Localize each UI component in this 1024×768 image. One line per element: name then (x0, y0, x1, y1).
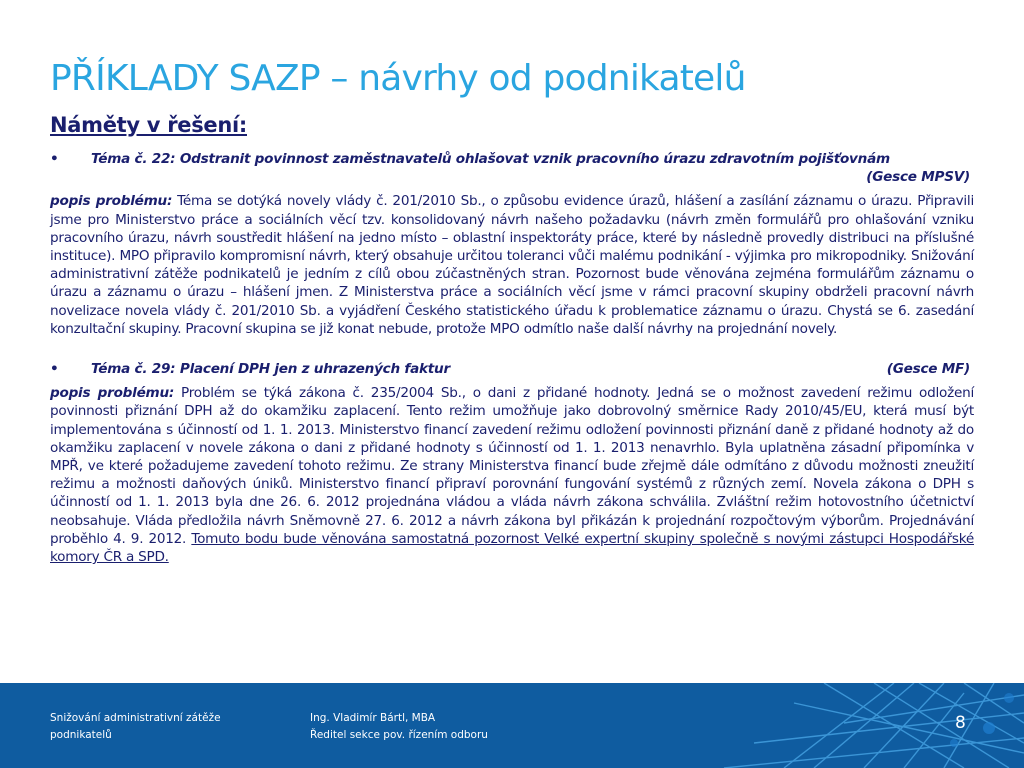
footer-topic-line2: podnikatelů (50, 729, 112, 741)
footer-author-name: Ing. Vladimír Bártl, MBA (310, 712, 436, 724)
topic-29-title: Téma č. 29: Placení DPH jen z uhrazených faktur (91, 361, 450, 378)
topic-29-description (50, 384, 974, 566)
slide-title: PŘÍKLADY SAZP – návrhy od podnikatelů (50, 58, 746, 99)
topic-29-heading (50, 360, 974, 378)
topic-22-gesce: (Gesce MPSV) (866, 169, 970, 186)
topic-22-description (50, 192, 974, 338)
footer-author (310, 710, 570, 744)
footer-author-role: Ředitel sekce pov. řízením odboru (310, 729, 488, 741)
page-number: 8 (955, 713, 966, 733)
footer-topic (50, 710, 270, 744)
topic-29-text: Problém se týká zákona č. 235/2004 Sb., o dani z přidané hodnoty. Jedná se o možnost zavedení režimu odložení povinnosti přiznání DPH až do okamžiku zaplacení. Tento režim umožňuje jako dobrovolný směrnice Rady 2010/45/EU, která musí být implementována s účinností od 1. 1. 2013. Ministerstvo financí zavedení režimu odložení povinnosti přiznání daně z přidané hodnoty až do okamžiku zaplacení v novele zákona o dani z přidané hodnoty s účinností od 1. 1. 2013 nenavrhlo. Byla uplatněna zásadní připomínka v MPŘ, ve které požadujeme zavedení tohoto režimu. Ze strany Ministerstva financí bude zřejmě dále odmítáno z důvodu možnosti zneužití režimu a možnosti daňových úniků. Ministerstvo financí připraví porovnání fungování systémů z různých zemí. Novela zákona o DPH s účinností od 1. 1. 2013 byla dne 26. 6. 2012 projednána vládou a vláda návrh zákona schválila. Zvláštní režim hotovostního účetnictví neobsahuje. Vláda předložila návrh Sněmovně 27. 6. 2012 a návrh zákona byl přikázán k projednání rozpočtovým výborům. Projednávání proběhlo 4. 9. 2012. (50, 385, 974, 547)
topic-29-gesce: (Gesce MF) (886, 361, 970, 378)
topic-22-title: Téma č. 22: Odstranit povinnost zaměstnavatelů ohlašovat vznik pracovního úrazu zdravotním pojišťovnám (91, 151, 890, 167)
topic-22-text: Téma se dotýká novely vlády č. 201/2010 Sb., o způsobu evidence úrazů, hlášení a zasílání záznamu o úrazu. Připravili jsme pro Ministerstvo práce a sociálních věcí tzv. konsolidovaný návrh našeho požadavku (návrh změn formulářů pro ohlašování vzniku pracovního úrazu, návrh soustředit hlášení na jedno místo – oblastní inspektoráty práce, které by následně provedly distribuci na příslušné instituce). MPO připravilo kompromisní návrh, který obsahuje určitou toleranci vůči malému podnikání - výjimka pro mikropodniky. Snižování administrativní zátěže podnikatelů je jedním z cílů obou zúčastněných stran. Pozornost bude věnována zejména formulářům záznamu o úrazu a záznamu o úrazu – hlášení jmen. Z Ministerstva práce a sociálních věcí jsme v rámci pracovní skupiny obdrželi pracovní návrh novelizace novela vlády č. 201/2010 Sb. a vyjádření Českého statistického úřadu k problematice záznamu o úrazu. Chystá se 6. zasedání konzultační skupiny. Pracovní skupina se již konat nebude, protože MPO odmítlo naše další návrhy na projednání novely. (50, 193, 974, 337)
problem-label: popis problému: (50, 193, 173, 210)
slide-footer (0, 683, 1024, 768)
footer-decoration-icon (664, 683, 1024, 768)
topic-22-heading (50, 150, 974, 186)
bullet-icon: • (50, 151, 59, 167)
footer-topic-line1: Snižování administrativní zátěže (50, 712, 221, 724)
topic-29-link[interactable]: Tomuto bodu bude věnována samostatná pozornost Velké expertní skupiny společně s novými zástupci Hospodářské komory ČR a SPD. (50, 530, 975, 566)
problem-label: popis problému: (50, 385, 175, 402)
bullet-icon: • (50, 361, 59, 378)
slide-content (50, 150, 974, 566)
slide-subtitle: Náměty v řešení: (50, 113, 247, 137)
